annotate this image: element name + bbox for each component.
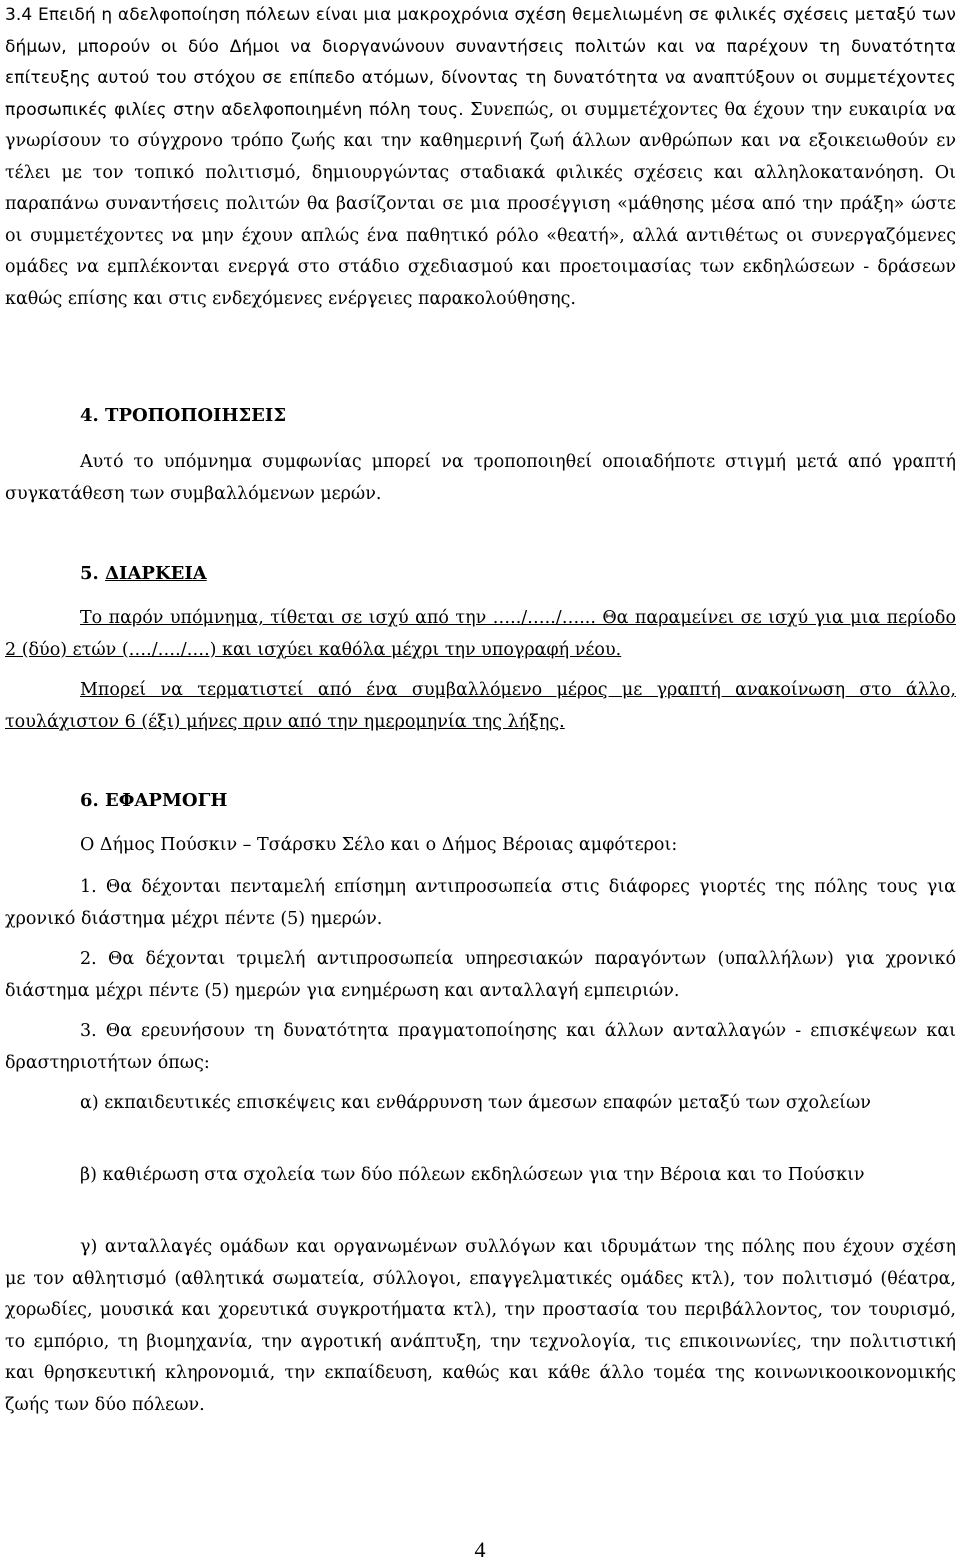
section-6-subitem-a: α) εκπαιδευτικές επισκέψεις και ενθάρρυνση των άμεσων επαφών μεταξύ των σχολείων xyxy=(80,1093,871,1113)
page-number: 4 xyxy=(474,1537,486,1562)
section-5-heading-word: ΔΙΑΡΚΕΙΑ xyxy=(105,563,207,584)
section-6-intro: Ο Δήμος Πούσκιν – Τσάρσκυ Σέλο και ο Δήμος Βέροιας αμφότεροι: xyxy=(80,835,678,855)
section-5-validity-paragraph: Το παρόν υπόμνημα, τίθεται σε ισχύ από την …../…../…... Θα παραμείνει σε ισχύ για μια περίοδο 2 (δύο) ετών (…./…./….) και ισχύει καθόλα μέχρι την υπογραφή νέου. xyxy=(5,608,956,660)
section-6-item-3: 3. Θα ερευνήσουν τη δυνατότητα πραγματοποίησης και άλλων ανταλλαγών - επισκέψεων και δραστηριοτήτων όπως: xyxy=(5,1021,956,1073)
section-6-heading: 6. ΕΦΑΡΜΟΓΗ xyxy=(80,790,228,811)
section-4-heading: 4. ΤΡΟΠΟΠΟΙΗΣΕΙΣ xyxy=(80,405,287,426)
section-5-heading-number: 5. xyxy=(80,563,106,584)
section-4-text: Αυτό το υπόμνημα συμφωνίας μπορεί να τροποποιηθεί οποιαδήποτε στιγμή μετά από γραπτή συγκατάθεση των συμβαλλόμενων μερών. xyxy=(5,452,956,504)
section-6-subitem-c: γ) ανταλλαγές ομάδων και οργανωμένων συλλόγων και ιδρυμάτων της πόλης που έχουν σχέση με τον αθλητισμό (αθλητικά σωματεία, σύλλογοι, επαγγελματικές ομάδες κτλ), τον πολιτισμό (θέατρα, χορωδίες, μουσικά και χορευτικά συγκροτήματα κτλ), την προστασία του περιβάλλοντος, τον τουρισμό, το εμπόριο, τη βιομηχανία, την αγροτική ανάπτυξη, την τεχνολογία, τις επικοινωνίες, την πολιτιστική και θρησκευτική κληρονομιά, την εκπαίδευση, καθώς και κάθε άλλο τομέα της κοινωνικοοικονομικής ζωής των δύο πόλεων. xyxy=(5,1237,956,1415)
section-3-4-paragraph xyxy=(5,0,956,315)
section-6-item-2: 2. Θα δέχονται τριμελή αντιπροσωπεία υπηρεσιακών παραγόντων (υπαλλήλων) για χρονικό διάστημα μέχρι πέντε (5) ημερών για ενημέρωση και ανταλλαγή εμπειριών. xyxy=(5,949,956,1001)
section-6-item-1: 1. Θα δέχονται πενταμελή επίσημη αντιπροσωπεία στις διάφορες γιορτές της πόλης τους για χρονικό διάστημα μέχρι πέντε (5) ημερών. xyxy=(5,877,956,929)
section-5-heading xyxy=(80,563,207,584)
section-3-4-text-part2: Συνεπώς, οι συμμετέχοντες θα έχουν την ευκαιρία να γνωρίσουν το σύγχρονο τρόπο ζωής και την καθημερινή ζωή άλλων ανθρώπων και να εξοικειωθούν εν τέλει με τον τοπικό πολιτισμό, δημιουργώντας σταδιακά φιλικές σχέσεις και αλληλοκατανόηση. Οι παραπάνω συναντήσεις πολιτών θα βασίζονται σε μια προσέγγιση «μάθησης μέσα από την πράξη» ώστε οι συμμετέχοντες να μην έχουν απλώς ένα παθητικό ρόλο «θεατή», αλλά αντιθέτως οι συνεργαζόμενες ομάδες να εμπλέκονται ενεργά στο στάδιο σχεδιασμού και προετοιμασίας των εκδηλώσεων - δράσεων καθώς επίσης και στις ενδεχόμενες ενέργειες παρακολούθησης. xyxy=(5,99,957,309)
section-6-subitem-b: β) καθιέρωση στα σχολεία των δύο πόλεων εκδηλώσεων για την Βέροια και το Πούσκιν xyxy=(80,1165,865,1185)
document-page xyxy=(5,0,956,1557)
section-5-termination-paragraph: Μπορεί να τερματιστεί από ένα συμβαλλόμενο μέρος με γραπτή ανακοίνωση στο άλλο, τουλάχιστον 6 (έξι) μήνες πριν από την ημερομηνία της λήξης. xyxy=(5,680,956,732)
section-3-4-text-part1: 3.4 Επειδή η αδελφοποίηση πόλεων είναι μια μακροχρόνια σχέση θεμελιωμένη σε φιλικές σχέσεις μεταξύ των δήμων, μπορούν οι δύο Δήμοι να διοργανώνουν συναντήσεις πολιτών και να παρέχουν τη δυνατότητα επίτευξης αυτού του στόχου σε επίπεδο ατόμων, δίνοντας τη δυνατότητα να αναπτύξουν οι συμμετέχοντες προσωπικές φιλίες στην αδελφοποιημένη πόλη τους. xyxy=(5,5,956,120)
